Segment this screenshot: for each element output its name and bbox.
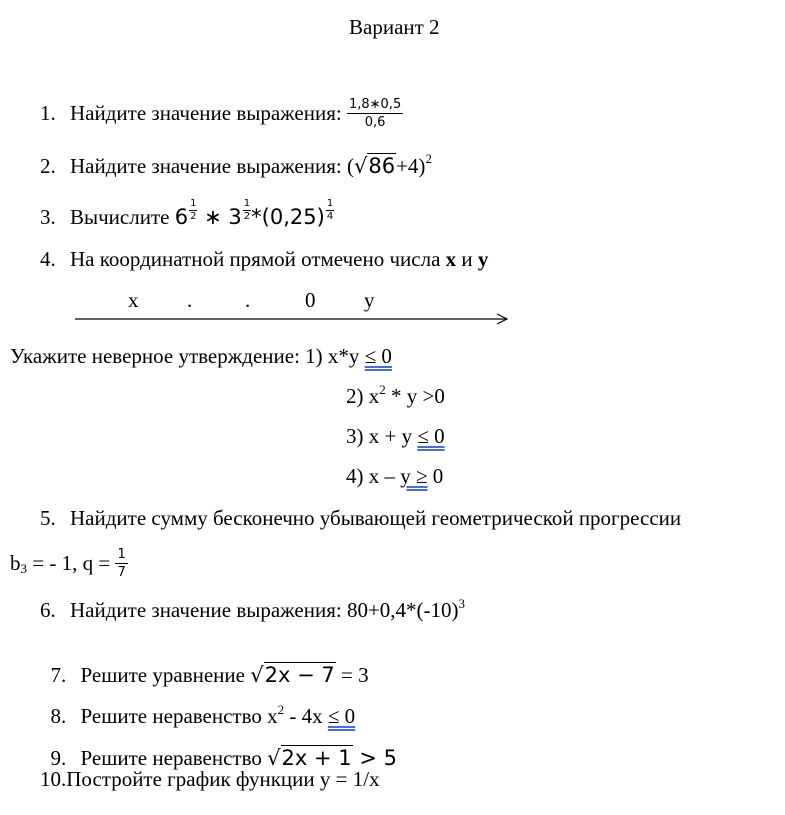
fractional-exponent: $\frac{1}{2}$ (190, 198, 197, 222)
number-line-label-dot: . (245, 288, 251, 312)
fraction (347, 98, 403, 129)
relation: ≤ 0 (327, 704, 356, 728)
task-10 (40, 769, 380, 790)
task-number: 2. (40, 154, 56, 178)
statement-4 (346, 466, 443, 487)
task-text: Найдите значение выражения: 80+0,4*(-10) (70, 598, 459, 622)
task-number: 7. (50, 663, 67, 687)
task-number: 8. (50, 704, 67, 728)
statement-text: * y >0 (385, 384, 445, 408)
task-2 (40, 151, 432, 178)
task-text: На координатной прямой отмечено числа (70, 247, 441, 271)
exponent: 2 (425, 151, 432, 166)
task-number: 1. (40, 100, 56, 125)
task-3 (40, 198, 334, 230)
task-text: Постройте график функции y = 1/x (66, 767, 380, 791)
radicand: 86 (368, 154, 396, 178)
base: 6 (174, 205, 189, 229)
multiply-operator: ∗ (197, 205, 229, 229)
task-8 (40, 685, 355, 727)
expression-mid: - 4x (284, 704, 328, 728)
relation: y ≥ (400, 464, 428, 488)
statement-intro: Укажите неверное утверждение: 1) x*y (10, 344, 360, 368)
expression-rest: > 5 (352, 746, 397, 770)
task-6 (40, 596, 466, 622)
number-line-arrow (0, 310, 785, 330)
sqrt-symbol: √ (267, 746, 281, 770)
expression-rest: = 3 (335, 663, 369, 687)
radicand: 2x − 7 (264, 663, 335, 687)
task-number: 4. (40, 247, 56, 271)
task-text: Найдите сумму бесконечно убывающей геометрической прогрессии (70, 506, 682, 530)
page-title: Вариант 2 (349, 15, 440, 39)
exponent: 3 (458, 596, 466, 611)
open-paren: ( (346, 154, 354, 178)
fraction-denominator: 0,6 (364, 114, 386, 130)
term-b: b (10, 550, 21, 575)
variable-x: x (445, 247, 457, 271)
subscript: 3 (20, 560, 27, 576)
condition-text: = - 1, q = (27, 550, 116, 575)
task-text: Решите неравенство x (80, 704, 278, 728)
task-number: 3. (40, 205, 56, 229)
conjunction: и (461, 247, 473, 271)
number-line-label-zero: 0 (305, 288, 316, 312)
task-number: 5. (40, 506, 56, 530)
fractional-exponent: $\frac{1}{4}$ (326, 198, 334, 222)
relation: ≤ 0 (364, 344, 392, 368)
task-5 (40, 508, 681, 529)
fraction-numerator: 1 (117, 546, 126, 562)
statement-2 (346, 382, 445, 408)
task-number: 6. (40, 598, 56, 622)
exponent: 2 (277, 702, 285, 717)
number-line-label-dot: . (187, 288, 193, 312)
task-number: 9. (50, 746, 67, 770)
expression-rest: *(0,25) (251, 205, 325, 229)
task-text: Вычислите (70, 205, 170, 229)
statement-text: 4) x – (346, 464, 401, 488)
task-text: Решите неравенство (80, 746, 268, 770)
task-9 (40, 727, 397, 769)
sqrt-symbol: √ (250, 663, 264, 687)
expression-rest: +4) (396, 154, 426, 178)
task-4 (40, 249, 488, 270)
number-line-label-y: y (364, 288, 375, 312)
task-number: 10. (40, 767, 67, 791)
base: 3 (228, 205, 242, 229)
fractional-exponent: $\frac{1}{2}$ (243, 198, 251, 222)
exponent: 2 (379, 382, 386, 397)
fraction-numerator: 1,8∗0,5 (348, 96, 402, 112)
statement-1 (10, 346, 392, 367)
task-text: Найдите значение выражения: (70, 100, 342, 125)
statement-text: 2) x (346, 384, 380, 408)
statement-text: 0 (427, 464, 444, 488)
task-text: Найдите значение выражения: (70, 154, 342, 178)
task-7 (40, 644, 369, 686)
sqrt-symbol: √ (353, 154, 368, 178)
variable-y: y (477, 247, 489, 271)
number-line-label-x: x (128, 288, 139, 312)
statement-text: 3) x + y (346, 424, 418, 448)
fraction (115, 548, 127, 579)
task-5-condition (10, 543, 128, 583)
radicand: 2x + 1 (281, 746, 352, 770)
task-1 (40, 93, 403, 133)
relation: ≤ 0 (417, 424, 445, 448)
fraction-denominator: 7 (117, 564, 126, 580)
statement-3 (346, 426, 445, 447)
task-text: Решите уравнение (80, 663, 251, 687)
